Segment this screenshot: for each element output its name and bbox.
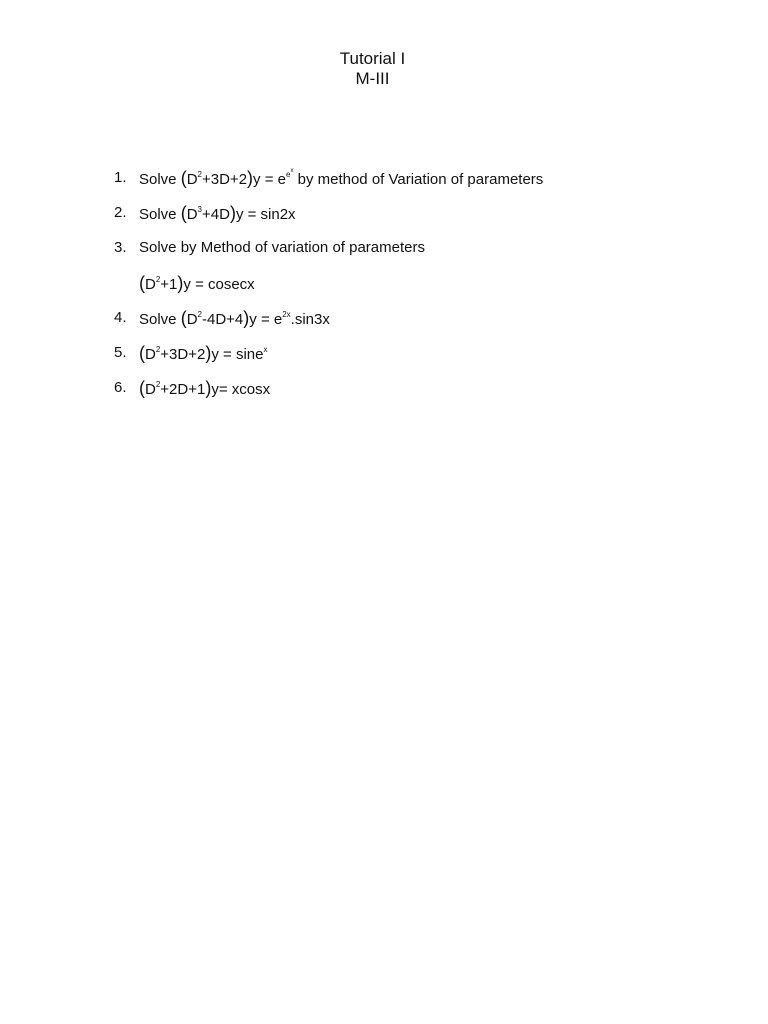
item-prefix: Solve bbox=[139, 311, 181, 328]
d-exponent: 3 bbox=[197, 205, 202, 214]
operator-d: D bbox=[186, 171, 198, 188]
exponent: 2x bbox=[282, 310, 291, 319]
rhs: y = sine bbox=[211, 346, 264, 363]
item-number: 5. bbox=[114, 344, 127, 361]
operator-rest: +4D bbox=[202, 206, 230, 223]
title-line-2: M-III bbox=[355, 69, 390, 88]
rhs: y = e bbox=[253, 171, 286, 188]
close-paren: ) bbox=[205, 378, 212, 398]
rhs: y= xcosx bbox=[211, 381, 271, 398]
open-paren: ( bbox=[139, 378, 145, 398]
operator-rest: +2D+1 bbox=[160, 381, 206, 398]
rhs: y = e bbox=[249, 311, 283, 328]
close-paren: ) bbox=[229, 203, 236, 223]
d-exponent: 2 bbox=[155, 345, 161, 354]
item-prefix: Solve bbox=[139, 206, 181, 223]
item-number: 1. bbox=[114, 169, 127, 186]
item-text bbox=[139, 307, 330, 331]
item-number: 2. bbox=[114, 204, 127, 221]
problem-item-6 bbox=[114, 377, 734, 412]
operator-d: D bbox=[186, 206, 198, 223]
open-paren: ( bbox=[180, 203, 187, 223]
close-paren: ) bbox=[205, 343, 212, 363]
problem-list bbox=[114, 167, 734, 412]
item-number: 6. bbox=[114, 379, 127, 396]
item-text bbox=[139, 342, 267, 366]
d-exponent: 2 bbox=[155, 380, 161, 389]
rhs: y = cosecx bbox=[183, 276, 255, 293]
open-paren: ( bbox=[139, 343, 145, 363]
item-prefix: Solve bbox=[139, 171, 181, 188]
item-text bbox=[139, 202, 296, 226]
operator-d: D bbox=[145, 381, 156, 398]
item-number: 3. bbox=[114, 239, 127, 256]
d-exponent: 2 bbox=[197, 310, 202, 319]
close-paren: ) bbox=[243, 308, 250, 328]
document-title bbox=[0, 49, 745, 89]
exponent bbox=[286, 170, 293, 179]
operator-rest: +1 bbox=[160, 276, 178, 293]
operator-rest: -4D+4 bbox=[202, 311, 244, 328]
problem-item-4 bbox=[114, 307, 734, 342]
d-exponent: 2 bbox=[197, 170, 202, 179]
item-text bbox=[139, 377, 270, 401]
problem-item-1 bbox=[114, 167, 734, 202]
item-text: Solve by Method of variation of parameters bbox=[139, 239, 425, 256]
item-suffix: .sin3x bbox=[290, 311, 330, 328]
item-suffix: by method of Variation of parameters bbox=[293, 171, 544, 188]
item-number: 4. bbox=[114, 309, 127, 326]
exponent-of-exponent: x bbox=[290, 168, 294, 175]
item-text bbox=[139, 272, 255, 296]
exponent-base: e bbox=[285, 170, 291, 179]
operator-rest: +3D+2 bbox=[160, 346, 206, 363]
problem-item-2 bbox=[114, 202, 734, 237]
close-paren: ) bbox=[247, 168, 254, 188]
open-paren: ( bbox=[139, 273, 145, 293]
open-paren: ( bbox=[180, 308, 187, 328]
close-paren: ) bbox=[177, 273, 184, 293]
rhs: y = sin2x bbox=[235, 206, 296, 223]
problem-item-3-equation bbox=[114, 272, 734, 307]
operator-d: D bbox=[145, 346, 156, 363]
d-exponent: 2 bbox=[155, 275, 161, 284]
problem-item-3 bbox=[114, 237, 734, 272]
title-line-1: Tutorial I bbox=[339, 49, 406, 68]
operator-rest: +3D+2 bbox=[202, 171, 248, 188]
item-text bbox=[139, 167, 543, 191]
operator-d: D bbox=[186, 311, 198, 328]
problem-item-5 bbox=[114, 342, 734, 377]
open-paren: ( bbox=[180, 168, 187, 188]
exponent: x bbox=[263, 345, 268, 354]
operator-d: D bbox=[145, 276, 156, 293]
